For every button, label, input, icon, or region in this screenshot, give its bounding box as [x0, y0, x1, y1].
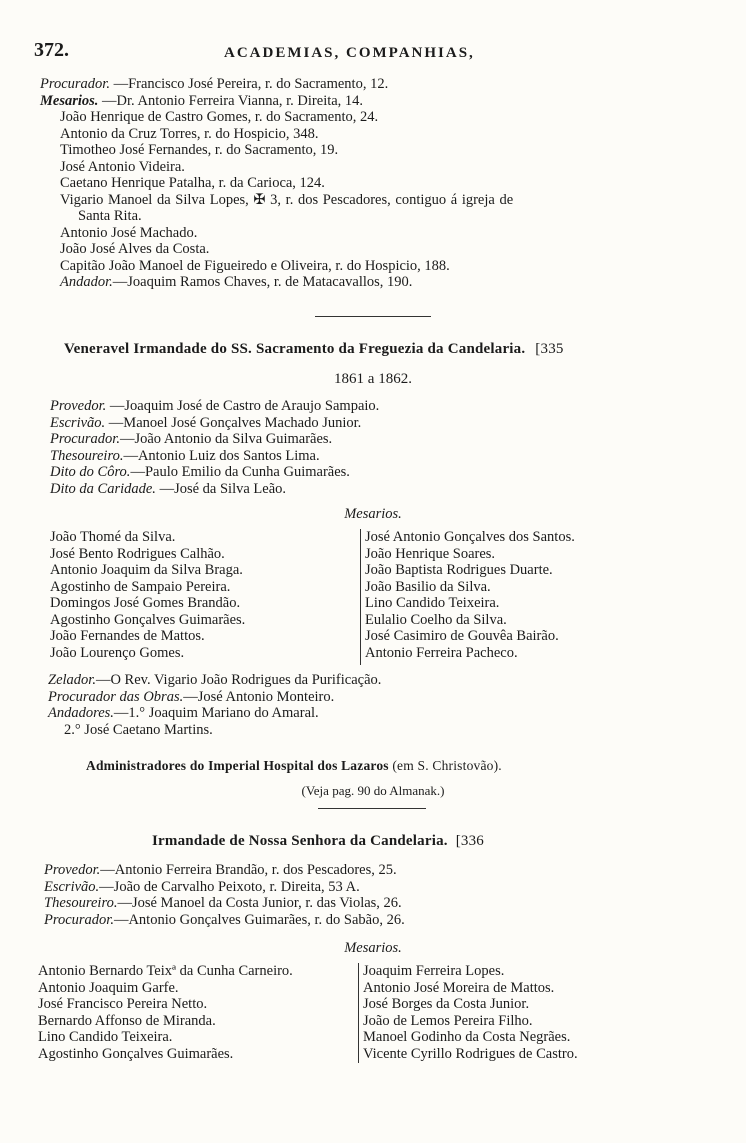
mesarios-left-column: [50, 529, 350, 661]
list-item: Vicente Cyrillo Rodrigues de Castro.: [363, 1045, 578, 1062]
list-item: Escrivão.—João de Carvalho Peixoto, r. Direita, 53 A.: [44, 878, 360, 895]
list-item: Timotheo José Fernandes, r. do Sacramento, 19.: [60, 142, 339, 158]
list-item: 2.° José Caetano Martins.: [64, 721, 213, 738]
list-item: Lino Candido Teixeira.: [365, 595, 500, 611]
list-item: José Bento Rodrigues Calhão.: [50, 545, 225, 562]
list-item: Eulalio Coelho da Silva.: [365, 611, 507, 628]
list-item: Antonio da Cruz Torres, r. do Hospicio, 348.: [60, 125, 319, 142]
list-item: Lino Candido Teixeira.: [38, 1029, 173, 1045]
list-item: Antonio Joaquim Garfe.: [38, 979, 179, 996]
list-item: João Baptista Rodrigues Duarte.: [365, 562, 553, 578]
list-item: Bernardo Affonso de Miranda.: [38, 1012, 216, 1029]
running-head: ACADEMIAS, COMPANHIAS,: [224, 45, 475, 61]
list-item: Agostinho de Sampaio Pereira.: [50, 578, 231, 595]
list-item: Dito do Côro.—Paulo Emilio da Cunha Guimarães.: [50, 464, 350, 480]
top-block: [40, 76, 680, 291]
list-item: Provedor.—Antonio Ferreira Brandão, r. dos Pescadores, 25.: [44, 862, 397, 878]
list-item: Procurador. —Francisco José Pereira, r. do Sacramento, 12.: [40, 76, 389, 92]
mesarios-left-column: [38, 963, 356, 1062]
list-item: Joaquim Ferreira Lopes.: [363, 963, 505, 979]
list-item: Capitão João Manoel de Figueiredo e Oliveira, r. do Hospicio, 188.: [60, 257, 450, 274]
list-item: Agostinho Gonçalves Guimarães.: [50, 611, 246, 628]
list-item: Dito da Caridade. —José da Silva Leão.: [50, 480, 287, 497]
section-number: [335: [535, 341, 564, 357]
section-title: Veneravel Irmandade do SS. Sacramento da Freguezia da Candelaria. [335: [64, 341, 564, 357]
list-item: João Fernandes de Mattos.: [50, 628, 205, 644]
list-item: José Casimiro de Gouvêa Bairão.: [365, 628, 559, 644]
list-item: João Lourenço Gomes.: [50, 644, 185, 661]
list-item: Domingos José Gomes Brandão.: [50, 595, 241, 611]
list-item: Mesarios. —Dr. Antonio Ferreira Vianna, r. Direita, 14.: [40, 92, 364, 109]
mesarios-right-column: [365, 529, 685, 661]
column-divider: [360, 529, 361, 665]
list-item: Caetano Henrique Patalha, r. da Carioca, 124.: [60, 175, 325, 191]
page-header: [34, 39, 674, 64]
list-item: Manoel Godinho da Costa Negrães.: [363, 1029, 571, 1045]
list-item: Thesoureiro.—José Manoel da Costa Junior, r. das Violas, 26.: [44, 895, 402, 911]
list-item: Agostinho Gonçalves Guimarães.: [38, 1045, 234, 1062]
page-number: 372.: [34, 39, 69, 61]
list-item: João Thomé da Silva.: [50, 529, 176, 545]
list-item: João Henrique de Castro Gomes, r. do Sacramento, 24.: [60, 109, 379, 125]
section-number: [336: [455, 833, 484, 849]
mesarios-heading: Mesarios.: [344, 940, 402, 956]
officers-list: [44, 862, 684, 928]
list-item: Antonio Ferreira Pacheco.: [365, 644, 518, 661]
mesarios-columns: [38, 963, 698, 1065]
section-years: 1861 a 1862.: [334, 371, 412, 387]
list-item: Santa Rita.: [78, 208, 142, 224]
list-item: Procurador.—Antonio Gonçalves Guimarães, r. do Sabão, 26.: [44, 911, 405, 928]
list-item: Zelador.—O Rev. Vigario João Rodrigues da Purificação.: [48, 672, 382, 688]
list-item: José Borges da Costa Junior.: [363, 996, 530, 1012]
mesarios-columns: [50, 529, 690, 665]
list-item: Procurador das Obras.—José Antonio Monteiro.: [48, 688, 335, 705]
mesarios-right-column: [363, 963, 693, 1062]
list-item: Andador.—Joaquim Ramos Chaves, r. de Matacavallos, 190.: [60, 274, 413, 290]
list-item: Escrivão. —Manoel José Gonçalves Machado Junior.: [50, 414, 362, 431]
section-note: (Veja pag. 90 do Almanak.): [301, 783, 445, 798]
list-item: Antonio José Moreira de Mattos.: [363, 979, 555, 996]
section1-footer: [48, 672, 688, 738]
officers-list: [50, 398, 690, 497]
list-item: Andadores.—1.° Joaquim Mariano do Amaral.: [48, 705, 319, 721]
section-title: Administradores do Imperial Hospital dos Lazaros (em S. Christovão).: [86, 758, 502, 773]
divider-rule: [315, 316, 431, 317]
list-item: João Basilio da Silva.: [365, 578, 491, 595]
list-item: João José Alves da Costa.: [60, 241, 210, 257]
mesarios-heading: Mesarios.: [344, 506, 402, 522]
list-item: Procurador.—João Antonio da Silva Guimarães.: [50, 431, 333, 447]
list-item: Vigario Manoel da Silva Lopes, ✠ 3, r. dos Pescadores, contiguo á igreja de: [60, 191, 514, 208]
section-title: Irmandade de Nossa Senhora da Candelaria. [336: [152, 833, 484, 849]
list-item: Antonio José Machado.: [60, 224, 198, 241]
list-item: José Antonio Videira.: [60, 158, 185, 175]
list-item: Antonio Bernardo Teixª da Cunha Carneiro.: [38, 963, 293, 979]
list-item: Provedor. —Joaquim José de Castro de Araujo Sampaio.: [50, 398, 380, 414]
list-item: Antonio Joaquim da Silva Braga.: [50, 562, 243, 578]
list-item: José Francisco Pereira Netto.: [38, 996, 208, 1012]
column-divider: [358, 963, 359, 1063]
list-item: João de Lemos Pereira Filho.: [363, 1012, 533, 1029]
list-item: João Henrique Soares.: [365, 545, 496, 562]
list-item: José Antonio Gonçalves dos Santos.: [365, 529, 575, 545]
list-item: Thesoureiro.—Antonio Luiz dos Santos Lima.: [50, 447, 320, 464]
divider-rule: [318, 808, 426, 809]
